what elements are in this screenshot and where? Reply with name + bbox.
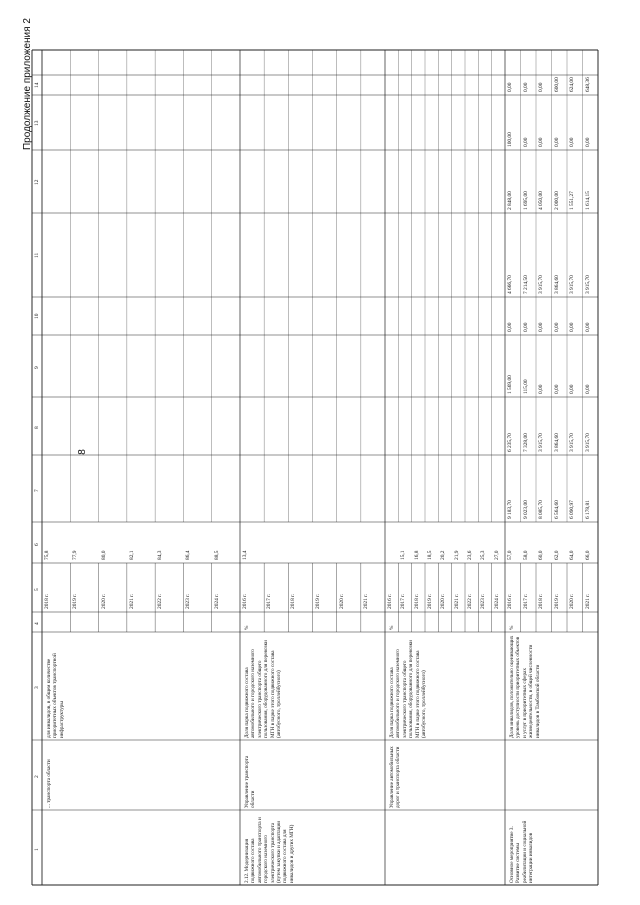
indicator-value: 57,0 — [507, 550, 513, 560]
funding-value: 0,00 — [538, 82, 544, 92]
year-label: 2021 г. — [584, 593, 591, 609]
executor-name: Управление автомобильных дорог и транспорта области — [389, 746, 402, 808]
indicator-value: 84,3 — [157, 550, 164, 560]
year-label: 2021 г. — [362, 593, 369, 609]
funding-value: 7 214,50 — [522, 275, 529, 294]
indicator-value: 58,0 — [522, 550, 529, 560]
year-label: 2024 г. — [213, 593, 220, 609]
indicator-value: 86,4 — [185, 550, 192, 560]
unit: % — [509, 625, 515, 630]
year-label: 2023 г. — [185, 593, 192, 609]
funding-value: 648,36 — [584, 77, 591, 92]
year-label: 2018 г. — [538, 593, 544, 609]
year-label: 2017 г. — [522, 593, 529, 609]
indicator-value: 27,0 — [493, 550, 500, 560]
column-number: 9 — [34, 366, 40, 369]
funding-value: 624,00 — [569, 77, 575, 92]
page-number: 8 — [77, 449, 88, 455]
year-label: 2020 г. — [100, 593, 107, 609]
funding-value: 6 178,81 — [584, 500, 591, 519]
funding-value: 600,00 — [553, 77, 560, 92]
funding-value: 3 915,70 — [538, 433, 544, 452]
year-label: 2016 г. — [242, 593, 248, 609]
indicator-name: Доля парка подвижного состава автомобильного и городского наземного электрического транспорта общего пользования, оборудованного для перевозки МГН в парке этого подвижного состава (автобусного, троллейбусного) — [244, 640, 283, 738]
funding-value: 0,00 — [569, 322, 575, 332]
year-label: 2020 г. — [440, 593, 447, 609]
funding-value: 9 023,00 — [522, 500, 529, 519]
funding-value: 0,00 — [538, 322, 544, 332]
funding-value: 8 085,70 — [538, 500, 544, 519]
document-heading: Продолжение приложения 2 — [22, 18, 33, 150]
funding-value: 0,00 — [584, 384, 591, 394]
year-label: 2021 г. — [453, 593, 460, 609]
indicator-value: 60,0 — [538, 550, 544, 560]
indicator-value: 75,8 — [44, 550, 50, 560]
funding-value: 0,00 — [538, 384, 544, 394]
column-number: 10 — [34, 313, 40, 319]
funding-value: 0,00 — [584, 137, 591, 147]
year-label: 2021 г. — [128, 593, 135, 609]
funding-value: 9 183,70 — [507, 500, 513, 519]
year-label: 2022 г. — [157, 593, 164, 609]
year-label: 2018 г. — [44, 593, 50, 609]
indicator-value: 62,0 — [553, 550, 560, 560]
funding-value: 2 000,00 — [553, 191, 560, 210]
indicator-value: 77,9 — [72, 550, 79, 560]
indicator-value: 18,5 — [427, 550, 433, 560]
indicator-value: 21,9 — [453, 550, 460, 560]
indicator-value: 16,8 — [413, 550, 420, 560]
funding-value: 4 666,70 — [507, 275, 513, 294]
column-number: 1 — [34, 847, 40, 851]
indicator-name: Доля парка подвижного состава автомобильного и городского наземного электрического транспорта общего пользования, оборудованного для перевозки МГН в парке этого подвижного состава (автобусного, троллейбусного) — [389, 640, 428, 738]
indicator-value: 82,1 — [128, 550, 135, 560]
year-label: 2019 г. — [72, 593, 79, 609]
funding-value: 3 864,60 — [553, 275, 560, 294]
funding-value: 0,00 — [553, 322, 560, 332]
year-label: 2022 г. — [467, 593, 473, 609]
column-number: 11 — [34, 252, 40, 258]
funding-value: 1 551,27 — [569, 191, 575, 210]
column-number: 5 — [34, 587, 40, 591]
indicator-value: 20,2 — [440, 550, 447, 560]
indicator-value: 25,3 — [480, 550, 487, 560]
year-label: 2019 г. — [427, 593, 433, 609]
funding-value: 0,00 — [569, 384, 575, 394]
year-label: 2017 г. — [266, 593, 273, 609]
funding-value: 0,00 — [569, 137, 575, 147]
funding-value: 0,00 — [522, 82, 529, 92]
funding-value: 4 050,00 — [538, 191, 544, 210]
funding-value: 0,00 — [507, 322, 513, 332]
column-number: 7 — [34, 488, 40, 492]
column-number: 3 — [34, 686, 40, 689]
funding-value: 115,00 — [522, 379, 529, 394]
funding-value: 0,00 — [553, 137, 560, 147]
column-number: 6 — [34, 542, 40, 546]
funding-value: 1 614,15 — [584, 191, 591, 210]
indicator-value: 88,5 — [213, 550, 220, 560]
indicator-value: 80,0 — [100, 550, 107, 560]
funding-value: 6 235,70 — [507, 433, 513, 452]
indicator-value: 15,1 — [400, 550, 407, 560]
year-label: 2018 г. — [413, 593, 420, 609]
funding-value: 7 328,00 — [522, 433, 529, 452]
funding-value: 0,00 — [553, 384, 560, 394]
column-number: 4 — [34, 622, 40, 625]
indicator-name: Доля инвалидов, положительно оценивающих уровень доступности приоритетных объектов и услуг в приоритетных сферах жизнедеятельности, в общей численности инвалидов в Тамбовской области — [509, 635, 541, 738]
funding-value: 1 569,00 — [507, 375, 513, 394]
year-label: 2016 г. — [387, 593, 393, 609]
indicator-value: 64,0 — [569, 550, 575, 560]
funding-value: 0,00 — [507, 82, 513, 92]
year-label: 2020 г. — [338, 593, 345, 609]
column-number: 13 — [34, 120, 40, 126]
funding-value: 3 915,70 — [584, 433, 591, 452]
unit: % — [244, 625, 250, 630]
year-label: 2019 г. — [553, 593, 560, 609]
year-label: 2017 г. — [400, 593, 407, 609]
year-label: 2020 г. — [569, 593, 575, 609]
indicator-name: для инвалидов, в общем количестве приоритетных объектов транспортной инфраструктуры — [46, 653, 65, 738]
indicator-value: 13,4 — [242, 550, 248, 560]
funding-value: 100,00 — [507, 132, 513, 147]
year-label: 2018 г. — [290, 593, 297, 609]
funding-value: 3 915,70 — [538, 275, 544, 294]
funding-value: 2 848,00 — [507, 191, 513, 210]
year-label: 2019 г. — [314, 593, 321, 609]
column-number: 12 — [34, 179, 40, 185]
funding-value: 6 090,97 — [569, 500, 575, 519]
unit: % — [389, 625, 395, 630]
indicator-value: 23,6 — [467, 550, 473, 560]
year-label: 2024 г. — [493, 593, 500, 609]
funding-value: 3 915,70 — [569, 275, 575, 294]
task-name: 2.12. Модернизация подвижного состава автомобильного транспорта и городского наземного электрического транспорта (путем закупки и адаптации подвижного состава для инвалидов и других МГН) — [244, 817, 295, 883]
funding-value: 0,00 — [538, 137, 544, 147]
funding-value: 0,00 — [522, 137, 529, 147]
year-label: 2023 г. — [480, 593, 487, 609]
executor-name: ... транспорта области — [46, 759, 52, 808]
funding-value: 3 915,70 — [584, 275, 591, 294]
indicator-value: 66,0 — [584, 550, 591, 560]
executor-name: Управление транспорта области — [244, 755, 257, 808]
funding-value: 0,00 — [584, 322, 591, 332]
column-number: 14 — [34, 82, 40, 88]
funding-value: 3 915,70 — [569, 433, 575, 452]
year-label: 2016 г. — [507, 593, 513, 609]
column-number: 2 — [34, 775, 40, 778]
funding-value: 1 695,00 — [522, 191, 529, 210]
funding-value: 6 564,60 — [553, 500, 560, 519]
funding-value: 0,00 — [522, 322, 529, 332]
task-name: Основное мероприятие 3. Развитие системы реабилитации и социальной интеграции инвалидов — [509, 820, 535, 883]
column-number: 8 — [34, 426, 40, 429]
funding-value: 3 864,60 — [553, 433, 560, 452]
